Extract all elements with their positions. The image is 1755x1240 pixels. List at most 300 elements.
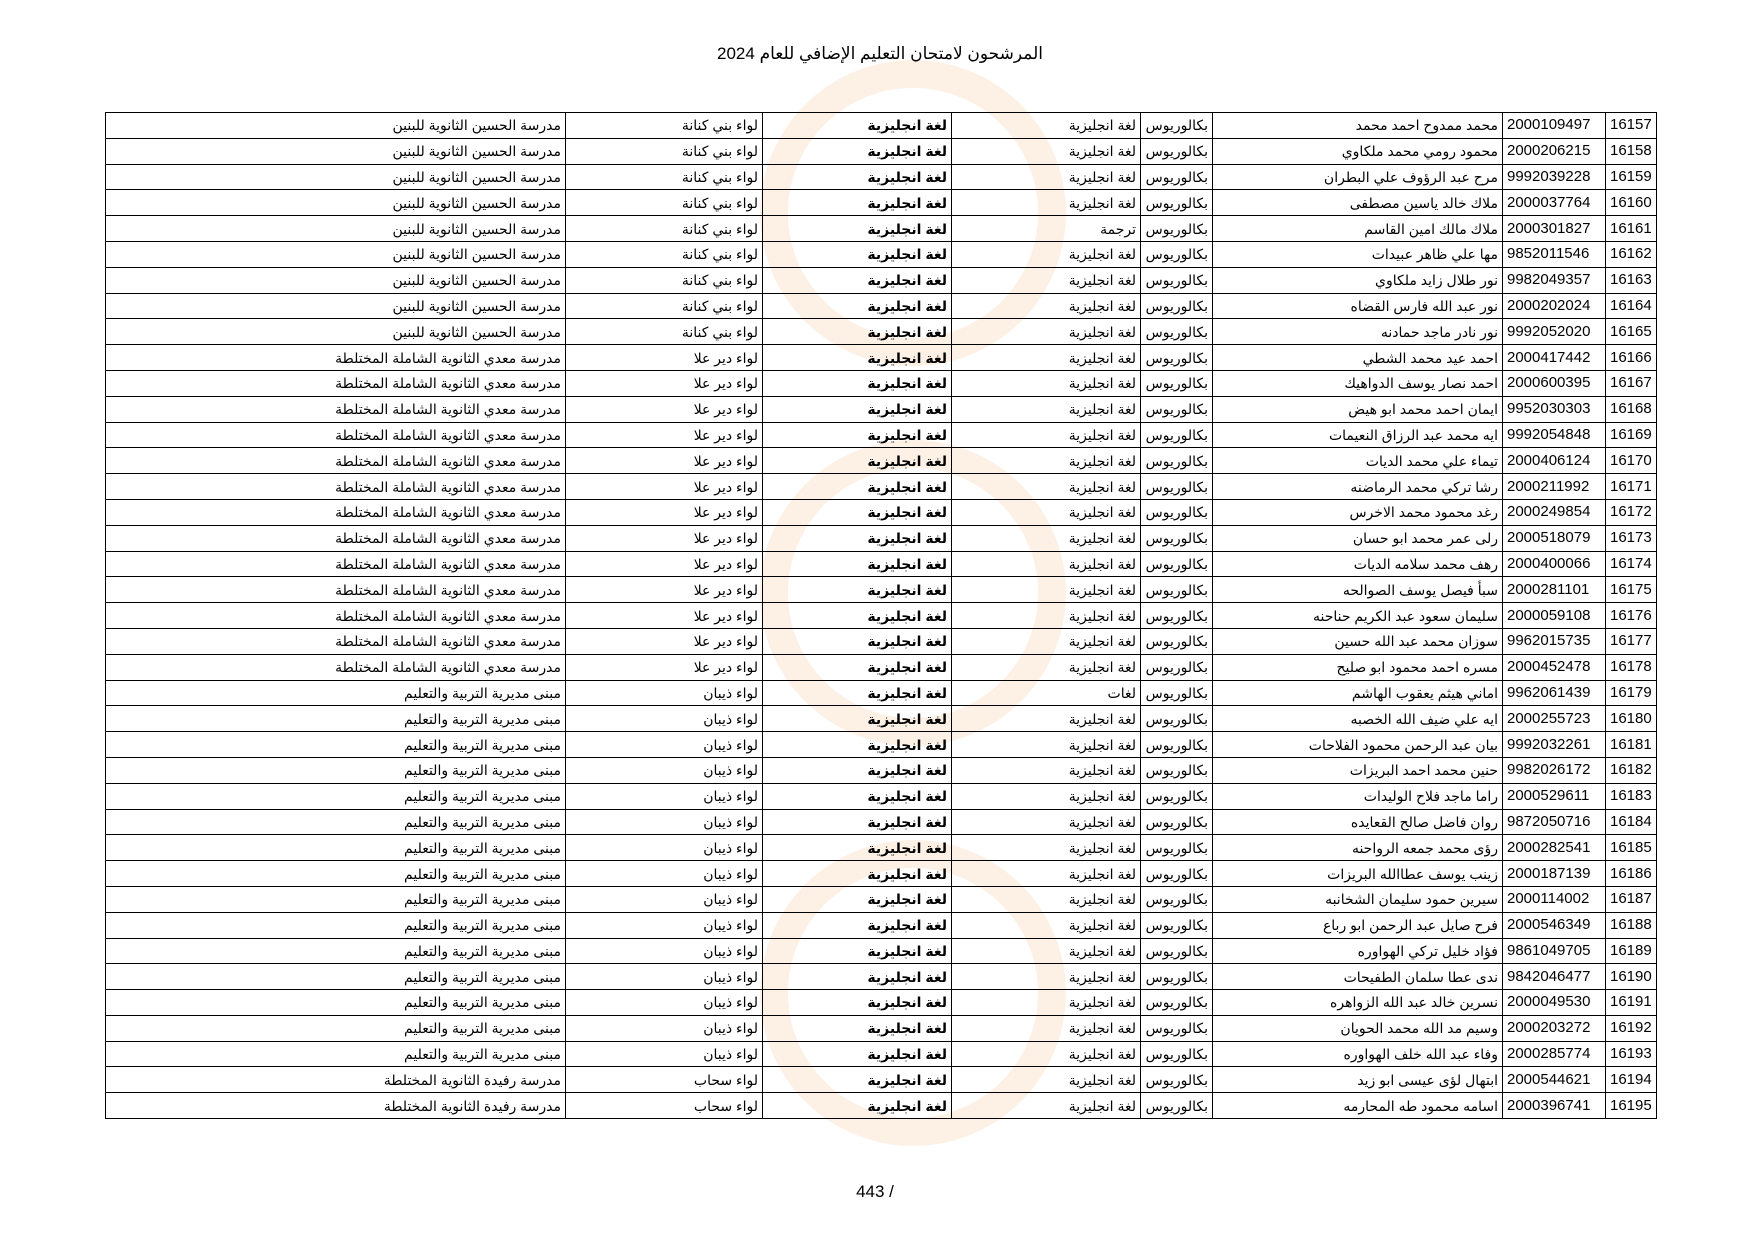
- candidate-name-cell: حنين محمد احمد البريزات: [1213, 757, 1503, 783]
- candidate-name-cell: نور طلال زايد ملكاوي: [1213, 267, 1503, 293]
- exam-center-cell: مبنى مديرية التربية والتعليم: [106, 964, 566, 990]
- exam-subject-cell: لغة انجليزية: [763, 964, 952, 990]
- major-cell: لغة انجليزية: [952, 706, 1141, 732]
- major-cell: لغة انجليزية: [952, 164, 1141, 190]
- exam-subject-cell: لغة انجليزية: [763, 190, 952, 216]
- district-cell: لواء ذيبان: [566, 912, 763, 938]
- degree-cell: بكالوريوس: [1141, 216, 1213, 242]
- degree-cell: بكالوريوس: [1141, 835, 1213, 861]
- exam-subject-cell: لغة انجليزية: [763, 241, 952, 267]
- seat-number-cell: 16166: [1606, 345, 1657, 371]
- table-row: [106, 345, 1657, 371]
- exam-center-cell: مدرسة رفيدة الثانوية المختلطة: [106, 1093, 566, 1119]
- candidate-name-cell: مسره احمد محمود ابو صليح: [1213, 654, 1503, 680]
- district-cell: لواء بني كنانة: [566, 319, 763, 345]
- national-id-cell: 2000529611: [1503, 783, 1606, 809]
- major-cell: لغة انجليزية: [952, 938, 1141, 964]
- national-id-cell: 2000109497: [1503, 113, 1606, 139]
- district-cell: لواء دير علا: [566, 525, 763, 551]
- table-row: [106, 835, 1657, 861]
- exam-subject-cell: لغة انجليزية: [763, 654, 952, 680]
- seat-number-cell: 16171: [1606, 474, 1657, 500]
- exam-subject-cell: لغة انجليزية: [763, 680, 952, 706]
- table-row: [106, 267, 1657, 293]
- major-cell: لغة انجليزية: [952, 654, 1141, 680]
- degree-cell: بكالوريوس: [1141, 680, 1213, 706]
- national-id-cell: 2000249854: [1503, 499, 1606, 525]
- candidate-name-cell: اسامه محمود طه المحارمه: [1213, 1093, 1503, 1119]
- district-cell: لواء دير علا: [566, 551, 763, 577]
- candidate-name-cell: فرح صايل عبد الرحمن ابو رباع: [1213, 912, 1503, 938]
- exam-subject-cell: لغة انجليزية: [763, 835, 952, 861]
- seat-number-cell: 16175: [1606, 577, 1657, 603]
- table-row: [106, 809, 1657, 835]
- exam-center-cell: مدرسة الحسين الثانوية للبنين: [106, 138, 566, 164]
- exam-subject-cell: لغة انجليزية: [763, 706, 952, 732]
- candidate-name-cell: ملاك مالك امين القاسم: [1213, 216, 1503, 242]
- district-cell: لواء دير علا: [566, 474, 763, 500]
- national-id-cell: 2000203272: [1503, 1015, 1606, 1041]
- degree-cell: بكالوريوس: [1141, 293, 1213, 319]
- exam-center-cell: مدرسة معدي الثانوية الشاملة المختلطة: [106, 396, 566, 422]
- degree-cell: بكالوريوس: [1141, 783, 1213, 809]
- major-cell: لغة انجليزية: [952, 964, 1141, 990]
- district-cell: لواء ذيبان: [566, 783, 763, 809]
- candidate-name-cell: ايه محمد عبد الرزاق النعيمات: [1213, 422, 1503, 448]
- table-row: [106, 448, 1657, 474]
- exam-subject-cell: لغة انجليزية: [763, 783, 952, 809]
- table-row: [106, 1015, 1657, 1041]
- national-id-cell: 2000417442: [1503, 345, 1606, 371]
- major-cell: لغة انجليزية: [952, 474, 1141, 500]
- major-cell: لغة انجليزية: [952, 138, 1141, 164]
- table-row: [106, 603, 1657, 629]
- exam-center-cell: مبنى مديرية التربية والتعليم: [106, 1041, 566, 1067]
- degree-cell: بكالوريوس: [1141, 138, 1213, 164]
- seat-number-cell: 16178: [1606, 654, 1657, 680]
- degree-cell: بكالوريوس: [1141, 319, 1213, 345]
- exam-center-cell: مدرسة الحسين الثانوية للبنين: [106, 319, 566, 345]
- national-id-cell: 9992039228: [1503, 164, 1606, 190]
- table-row: [106, 706, 1657, 732]
- page-title: المرشحون لامتحان التعليم الإضافي للعام 2024: [717, 44, 1043, 63]
- exam-center-cell: مدرسة الحسين الثانوية للبنين: [106, 164, 566, 190]
- district-cell: لواء دير علا: [566, 499, 763, 525]
- exam-subject-cell: لغة انجليزية: [763, 345, 952, 371]
- seat-number-cell: 16174: [1606, 551, 1657, 577]
- seat-number-cell: 16181: [1606, 732, 1657, 758]
- degree-cell: بكالوريوس: [1141, 551, 1213, 577]
- degree-cell: بكالوريوس: [1141, 113, 1213, 139]
- national-id-cell: 2000255723: [1503, 706, 1606, 732]
- exam-center-cell: مدرسة الحسين الثانوية للبنين: [106, 293, 566, 319]
- table-row: [106, 964, 1657, 990]
- seat-number-cell: 16184: [1606, 809, 1657, 835]
- major-cell: لغة انجليزية: [952, 370, 1141, 396]
- candidate-name-cell: رغد محمود محمد الاخرس: [1213, 499, 1503, 525]
- degree-cell: بكالوريوس: [1141, 732, 1213, 758]
- degree-cell: بكالوريوس: [1141, 499, 1213, 525]
- major-cell: لغة انجليزية: [952, 577, 1141, 603]
- exam-subject-cell: لغة انجليزية: [763, 370, 952, 396]
- candidate-name-cell: بيان عبد الرحمن محمود الفلاحات: [1213, 732, 1503, 758]
- exam-subject-cell: لغة انجليزية: [763, 809, 952, 835]
- exam-subject-cell: لغة انجليزية: [763, 861, 952, 887]
- table-row: [106, 551, 1657, 577]
- national-id-cell: 2000452478: [1503, 654, 1606, 680]
- table-row: [106, 577, 1657, 603]
- exam-center-cell: مبنى مديرية التربية والتعليم: [106, 835, 566, 861]
- table-row: [106, 370, 1657, 396]
- district-cell: لواء ذيبان: [566, 732, 763, 758]
- table-row: [106, 190, 1657, 216]
- exam-center-cell: مدرسة الحسين الثانوية للبنين: [106, 241, 566, 267]
- district-cell: لواء ذيبان: [566, 706, 763, 732]
- national-id-cell: 2000202024: [1503, 293, 1606, 319]
- table-row: [106, 1067, 1657, 1093]
- national-id-cell: 2000281101: [1503, 577, 1606, 603]
- candidate-name-cell: احمد عيد محمد الشطي: [1213, 345, 1503, 371]
- candidate-name-cell: اماني هيثم يعقوب الهاشم: [1213, 680, 1503, 706]
- degree-cell: بكالوريوس: [1141, 370, 1213, 396]
- district-cell: لواء بني كنانة: [566, 113, 763, 139]
- degree-cell: بكالوريوس: [1141, 267, 1213, 293]
- district-cell: لواء دير علا: [566, 422, 763, 448]
- major-cell: لغة انجليزية: [952, 835, 1141, 861]
- candidate-name-cell: ابتهال لؤى عيسى ابو زيد: [1213, 1067, 1503, 1093]
- national-id-cell: 2000049530: [1503, 990, 1606, 1016]
- district-cell: لواء دير علا: [566, 396, 763, 422]
- major-cell: لغة انجليزية: [952, 861, 1141, 887]
- degree-cell: بكالوريوس: [1141, 809, 1213, 835]
- degree-cell: بكالوريوس: [1141, 241, 1213, 267]
- degree-cell: بكالوريوس: [1141, 654, 1213, 680]
- degree-cell: بكالوريوس: [1141, 603, 1213, 629]
- national-id-cell: 2000600395: [1503, 370, 1606, 396]
- district-cell: لواء دير علا: [566, 448, 763, 474]
- table-row: [106, 1041, 1657, 1067]
- table-row: [106, 628, 1657, 654]
- district-cell: لواء ذيبان: [566, 809, 763, 835]
- candidate-name-cell: سليمان سعود عبد الكريم حناحنه: [1213, 603, 1503, 629]
- table-row: [106, 241, 1657, 267]
- candidate-name-cell: رشا تركي محمد الرماضنه: [1213, 474, 1503, 500]
- candidate-name-cell: ملاك خالد ياسين مصطفى: [1213, 190, 1503, 216]
- district-cell: لواء بني كنانة: [566, 267, 763, 293]
- exam-subject-cell: لغة انجليزية: [763, 293, 952, 319]
- district-cell: لواء دير علا: [566, 628, 763, 654]
- degree-cell: بكالوريوس: [1141, 190, 1213, 216]
- major-cell: لغة انجليزية: [952, 422, 1141, 448]
- exam-subject-cell: لغة انجليزية: [763, 603, 952, 629]
- exam-center-cell: مدرسة معدي الثانوية الشاملة المختلطة: [106, 345, 566, 371]
- degree-cell: بكالوريوس: [1141, 757, 1213, 783]
- exam-subject-cell: لغة انجليزية: [763, 886, 952, 912]
- candidate-name-cell: تيماء علي محمد الديات: [1213, 448, 1503, 474]
- exam-subject-cell: لغة انجليزية: [763, 938, 952, 964]
- exam-center-cell: مدرسة معدي الثانوية الشاملة المختلطة: [106, 525, 566, 551]
- major-cell: لغة انجليزية: [952, 1093, 1141, 1119]
- exam-center-cell: مدرسة الحسين الثانوية للبنين: [106, 190, 566, 216]
- major-cell: ترجمة: [952, 216, 1141, 242]
- exam-subject-cell: لغة انجليزية: [763, 474, 952, 500]
- exam-subject-cell: لغة انجليزية: [763, 990, 952, 1016]
- exam-center-cell: مبنى مديرية التربية والتعليم: [106, 886, 566, 912]
- major-cell: لغة انجليزية: [952, 396, 1141, 422]
- exam-subject-cell: لغة انجليزية: [763, 551, 952, 577]
- seat-number-cell: 16189: [1606, 938, 1657, 964]
- seat-number-cell: 16160: [1606, 190, 1657, 216]
- seat-number-cell: 16194: [1606, 1067, 1657, 1093]
- national-id-cell: 2000206215: [1503, 138, 1606, 164]
- exam-center-cell: مبنى مديرية التربية والتعليم: [106, 757, 566, 783]
- exam-center-cell: مدرسة معدي الثانوية الشاملة المختلطة: [106, 370, 566, 396]
- table-row: [106, 886, 1657, 912]
- major-cell: لغة انجليزية: [952, 267, 1141, 293]
- candidate-name-cell: روان فاضل صالح القعايده: [1213, 809, 1503, 835]
- district-cell: لواء ذيبان: [566, 1041, 763, 1067]
- candidate-name-cell: مرح عبد الرؤوف علي البطران: [1213, 164, 1503, 190]
- seat-number-cell: 16165: [1606, 319, 1657, 345]
- candidate-name-cell: وسيم مد الله محمد الحويان: [1213, 1015, 1503, 1041]
- degree-cell: بكالوريوس: [1141, 1093, 1213, 1119]
- district-cell: لواء سحاب: [566, 1067, 763, 1093]
- major-cell: لغة انجليزية: [952, 809, 1141, 835]
- degree-cell: بكالوريوس: [1141, 396, 1213, 422]
- district-cell: لواء دير علا: [566, 577, 763, 603]
- district-cell: لواء ذيبان: [566, 938, 763, 964]
- national-id-cell: 2000400066: [1503, 551, 1606, 577]
- seat-number-cell: 16170: [1606, 448, 1657, 474]
- seat-number-cell: 16187: [1606, 886, 1657, 912]
- candidate-name-cell: وفاء عبد الله خلف الهواوره: [1213, 1041, 1503, 1067]
- national-id-cell: 2000187139: [1503, 861, 1606, 887]
- national-id-cell: 9852011546: [1503, 241, 1606, 267]
- exam-center-cell: مدرسة معدي الثانوية الشاملة المختلطة: [106, 628, 566, 654]
- exam-center-cell: مدرسة معدي الثانوية الشاملة المختلطة: [106, 551, 566, 577]
- exam-subject-cell: لغة انجليزية: [763, 164, 952, 190]
- national-id-cell: 2000406124: [1503, 448, 1606, 474]
- national-id-cell: 2000114002: [1503, 886, 1606, 912]
- national-id-cell: 2000037764: [1503, 190, 1606, 216]
- district-cell: لواء سحاب: [566, 1093, 763, 1119]
- major-cell: لغة انجليزية: [952, 628, 1141, 654]
- table-row: [106, 654, 1657, 680]
- national-id-cell: 9872050716: [1503, 809, 1606, 835]
- candidate-name-cell: ندى عطا سلمان الطفيحات: [1213, 964, 1503, 990]
- exam-center-cell: مبنى مديرية التربية والتعليم: [106, 732, 566, 758]
- seat-number-cell: 16192: [1606, 1015, 1657, 1041]
- degree-cell: بكالوريوس: [1141, 861, 1213, 887]
- candidate-name-cell: رهف محمد سلامه الديات: [1213, 551, 1503, 577]
- exam-subject-cell: لغة انجليزية: [763, 267, 952, 293]
- candidate-name-cell: محمد ممدوح احمد محمد: [1213, 113, 1503, 139]
- major-cell: لغة انجليزية: [952, 1041, 1141, 1067]
- seat-number-cell: 16157: [1606, 113, 1657, 139]
- candidate-name-cell: نسرين خالد عبد الله الزواهره: [1213, 990, 1503, 1016]
- table-row: [106, 293, 1657, 319]
- candidate-name-cell: محمود رومي محمد ملكاوي: [1213, 138, 1503, 164]
- exam-center-cell: مدرسة الحسين الثانوية للبنين: [106, 113, 566, 139]
- degree-cell: بكالوريوس: [1141, 886, 1213, 912]
- exam-subject-cell: لغة انجليزية: [763, 1015, 952, 1041]
- major-cell: لغات: [952, 680, 1141, 706]
- exam-center-cell: مبنى مديرية التربية والتعليم: [106, 938, 566, 964]
- table-row: [106, 990, 1657, 1016]
- degree-cell: بكالوريوس: [1141, 912, 1213, 938]
- seat-number-cell: 16167: [1606, 370, 1657, 396]
- major-cell: لغة انجليزية: [952, 1015, 1141, 1041]
- exam-subject-cell: لغة انجليزية: [763, 1067, 952, 1093]
- exam-center-cell: مبنى مديرية التربية والتعليم: [106, 783, 566, 809]
- national-id-cell: 2000546349: [1503, 912, 1606, 938]
- seat-number-cell: 16161: [1606, 216, 1657, 242]
- exam-center-cell: مبنى مديرية التربية والتعليم: [106, 1015, 566, 1041]
- exam-center-cell: مدرسة معدي الثانوية الشاملة المختلطة: [106, 577, 566, 603]
- table-row: [106, 912, 1657, 938]
- seat-number-cell: 16176: [1606, 603, 1657, 629]
- degree-cell: بكالوريوس: [1141, 990, 1213, 1016]
- seat-number-cell: 16177: [1606, 628, 1657, 654]
- national-id-cell: 9952030303: [1503, 396, 1606, 422]
- candidate-name-cell: مها علي ظاهر عبيدات: [1213, 241, 1503, 267]
- national-id-cell: 9992052020: [1503, 319, 1606, 345]
- national-id-cell: 2000285774: [1503, 1041, 1606, 1067]
- candidate-name-cell: سبأ فيصل يوسف الصوالحه: [1213, 577, 1503, 603]
- major-cell: لغة انجليزية: [952, 757, 1141, 783]
- district-cell: لواء دير علا: [566, 370, 763, 396]
- exam-center-cell: مدرسة معدي الثانوية الشاملة المختلطة: [106, 422, 566, 448]
- national-id-cell: 2000518079: [1503, 525, 1606, 551]
- exam-subject-cell: لغة انجليزية: [763, 113, 952, 139]
- major-cell: لغة انجليزية: [952, 345, 1141, 371]
- table-row: [106, 499, 1657, 525]
- district-cell: لواء ذيبان: [566, 757, 763, 783]
- table-row: [106, 164, 1657, 190]
- seat-number-cell: 16179: [1606, 680, 1657, 706]
- seat-number-cell: 16193: [1606, 1041, 1657, 1067]
- candidate-name-cell: فؤاد خليل تركي الهواوره: [1213, 938, 1503, 964]
- seat-number-cell: 16195: [1606, 1093, 1657, 1119]
- exam-subject-cell: لغة انجليزية: [763, 319, 952, 345]
- table-body: [106, 113, 1657, 1119]
- national-id-cell: 2000211992: [1503, 474, 1606, 500]
- degree-cell: بكالوريوس: [1141, 1041, 1213, 1067]
- major-cell: لغة انجليزية: [952, 886, 1141, 912]
- national-id-cell: 9861049705: [1503, 938, 1606, 964]
- degree-cell: بكالوريوس: [1141, 964, 1213, 990]
- table-row: [106, 396, 1657, 422]
- table-row: [106, 783, 1657, 809]
- candidate-name-cell: سوزان محمد عبد الله حسين: [1213, 628, 1503, 654]
- seat-number-cell: 16191: [1606, 990, 1657, 1016]
- national-id-cell: 2000396741: [1503, 1093, 1606, 1119]
- candidate-name-cell: رلى عمر محمد ابو حسان: [1213, 525, 1503, 551]
- exam-center-cell: مبنى مديرية التربية والتعليم: [106, 861, 566, 887]
- degree-cell: بكالوريوس: [1141, 628, 1213, 654]
- exam-subject-cell: لغة انجليزية: [763, 422, 952, 448]
- exam-subject-cell: لغة انجليزية: [763, 628, 952, 654]
- candidates-table: [105, 112, 1657, 1119]
- major-cell: لغة انجليزية: [952, 448, 1141, 474]
- candidate-name-cell: سيرين حمود سليمان الشخانبه: [1213, 886, 1503, 912]
- degree-cell: بكالوريوس: [1141, 706, 1213, 732]
- seat-number-cell: 16163: [1606, 267, 1657, 293]
- seat-number-cell: 16180: [1606, 706, 1657, 732]
- exam-subject-cell: لغة انجليزية: [763, 525, 952, 551]
- seat-number-cell: 16190: [1606, 964, 1657, 990]
- degree-cell: بكالوريوس: [1141, 1015, 1213, 1041]
- exam-subject-cell: لغة انجليزية: [763, 216, 952, 242]
- exam-subject-cell: لغة انجليزية: [763, 499, 952, 525]
- degree-cell: بكالوريوس: [1141, 577, 1213, 603]
- seat-number-cell: 16162: [1606, 241, 1657, 267]
- seat-number-cell: 16164: [1606, 293, 1657, 319]
- exam-subject-cell: لغة انجليزية: [763, 1093, 952, 1119]
- degree-cell: بكالوريوس: [1141, 422, 1213, 448]
- national-id-cell: 2000282541: [1503, 835, 1606, 861]
- district-cell: لواء ذيبان: [566, 990, 763, 1016]
- exam-center-cell: مبنى مديرية التربية والتعليم: [106, 809, 566, 835]
- table-row: [106, 422, 1657, 448]
- major-cell: لغة انجليزية: [952, 783, 1141, 809]
- exam-center-cell: مدرسة معدي الثانوية الشاملة المختلطة: [106, 603, 566, 629]
- district-cell: لواء بني كنانة: [566, 164, 763, 190]
- seat-number-cell: 16173: [1606, 525, 1657, 551]
- table-row: [106, 1093, 1657, 1119]
- national-id-cell: 9982049357: [1503, 267, 1606, 293]
- candidate-name-cell: نور نادر ماجد حمادنه: [1213, 319, 1503, 345]
- major-cell: لغة انجليزية: [952, 319, 1141, 345]
- page-number: 443 /: [856, 1182, 894, 1201]
- exam-center-cell: مدرسة معدي الثانوية الشاملة المختلطة: [106, 654, 566, 680]
- major-cell: لغة انجليزية: [952, 1067, 1141, 1093]
- degree-cell: بكالوريوس: [1141, 474, 1213, 500]
- degree-cell: بكالوريوس: [1141, 448, 1213, 474]
- exam-subject-cell: لغة انجليزية: [763, 577, 952, 603]
- national-id-cell: 9982026172: [1503, 757, 1606, 783]
- seat-number-cell: 16185: [1606, 835, 1657, 861]
- seat-number-cell: 16168: [1606, 396, 1657, 422]
- candidate-name-cell: راما ماجد فلاح الوليدات: [1213, 783, 1503, 809]
- district-cell: لواء ذيبان: [566, 861, 763, 887]
- degree-cell: بكالوريوس: [1141, 345, 1213, 371]
- seat-number-cell: 16172: [1606, 499, 1657, 525]
- district-cell: لواء بني كنانة: [566, 190, 763, 216]
- exam-subject-cell: لغة انجليزية: [763, 757, 952, 783]
- national-id-cell: 2000301827: [1503, 216, 1606, 242]
- table-row: [106, 732, 1657, 758]
- table-row: [106, 319, 1657, 345]
- exam-center-cell: مبنى مديرية التربية والتعليم: [106, 680, 566, 706]
- national-id-cell: 9992054848: [1503, 422, 1606, 448]
- major-cell: لغة انجليزية: [952, 525, 1141, 551]
- exam-center-cell: مدرسة الحسين الثانوية للبنين: [106, 216, 566, 242]
- national-id-cell: 2000544621: [1503, 1067, 1606, 1093]
- district-cell: لواء بني كنانة: [566, 241, 763, 267]
- table-row: [106, 938, 1657, 964]
- seat-number-cell: 16188: [1606, 912, 1657, 938]
- exam-center-cell: مبنى مديرية التربية والتعليم: [106, 990, 566, 1016]
- exam-subject-cell: لغة انجليزية: [763, 138, 952, 164]
- major-cell: لغة انجليزية: [952, 113, 1141, 139]
- major-cell: لغة انجليزية: [952, 190, 1141, 216]
- major-cell: لغة انجليزية: [952, 241, 1141, 267]
- national-id-cell: 9962015735: [1503, 628, 1606, 654]
- national-id-cell: 2000059108: [1503, 603, 1606, 629]
- table-row: [106, 474, 1657, 500]
- district-cell: لواء دير علا: [566, 654, 763, 680]
